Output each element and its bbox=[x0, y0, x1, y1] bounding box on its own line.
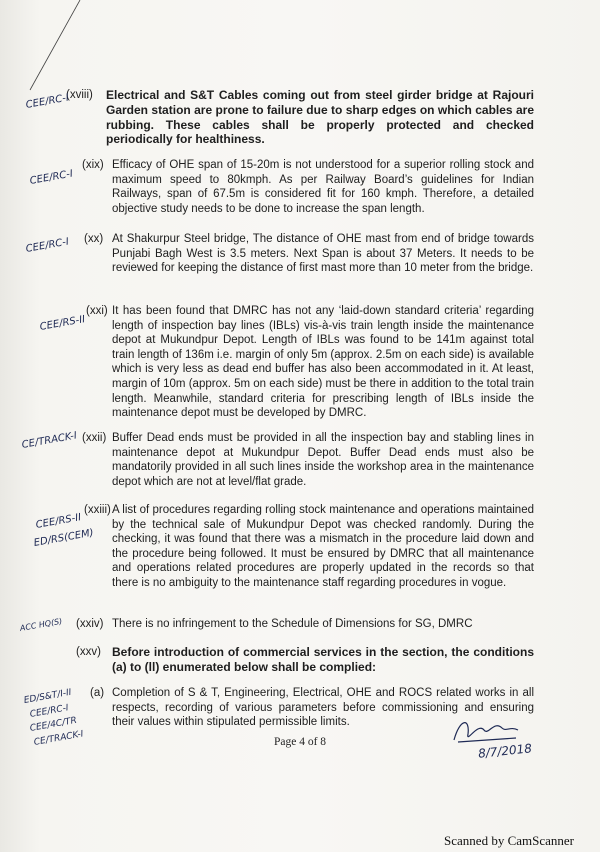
handwritten-note: CEE/RS-II bbox=[39, 314, 87, 333]
pen-stroke-mark bbox=[0, 0, 120, 100]
handwritten-note: CEE/RS-II bbox=[35, 512, 83, 531]
item-text: Electrical and S&T Cables coming out from steel girder bridge at Rajouri Garden station are prone to failure due to sharp edges on which cables are rubbing. These cables shall be properly protected and checked periodically for healthiness. bbox=[106, 88, 534, 147]
item-text: Efficacy of OHE span of 15-20m is not understood for a superior rolling stock and maximum speed to 80kmph. As per Railway Board’s guidelines for Indian Railways, span of 67.5m is considered fit for 160 kmph. Therefore, a detailed objective study needs to be done to increase the span length. bbox=[112, 159, 534, 215]
item-xx bbox=[70, 232, 534, 276]
item-text: Completion of S & T, Engineering, Electrical, OHE and ROCS related works in all respects, recording of various parameters before commissioning and ensuring their values within stipulated permissible limits. bbox=[112, 687, 534, 729]
handwritten-note: ACC HQ(S) bbox=[19, 616, 63, 633]
item-text: It has been found that DMRC has not any ‘laid-down standard criteria’ regarding length of inspection bay lines (IBLs) vis-à-vis train length inside the maintenance depot at Mukundpur Depot. Length of IBLs was found to be 141m against total train length of 136m i.e. margin of only 5m (approx. 2.5m on each side) is available which is very less as dead end buffer has also been accommodated in it. At least, margin of 10m (approx. 5m on each side) must be there in addition to the total train length. Meanwhile, standard criteria for prescribing length of IBLs inside the maintenance depot must be developed by DMRC. bbox=[112, 305, 534, 420]
handwritten-note: CEE/RC-I bbox=[29, 168, 74, 187]
item-xxiv bbox=[70, 617, 534, 632]
signature-date: 8/7/2018 bbox=[477, 741, 533, 761]
handwritten-note: CE/TRACK-I bbox=[21, 430, 78, 451]
item-xxii bbox=[70, 431, 534, 489]
item-xix bbox=[70, 158, 534, 216]
handwritten-note: ED/RS(CEM) bbox=[33, 527, 95, 549]
handwritten-note: CEE/RC-I bbox=[29, 703, 70, 720]
item-text: Before introduction of commercial services in the section, the conditions (a) to (ll) enumerated below shall be complied: bbox=[112, 645, 534, 674]
item-xviii bbox=[66, 88, 534, 147]
handwritten-note: CE/TRACK-I bbox=[33, 729, 85, 748]
item-number: (xx) bbox=[84, 233, 104, 245]
item-xxi bbox=[70, 304, 534, 421]
item-text: Buffer Dead ends must be provided in all the inspection bay and stabling lines in maintenance depot at Mukundpur Depot. Buffer Dead ends must also be mandatorily provided in all such lines inside the workshop area in the maintenance depot which are not at level/flat grade. bbox=[112, 432, 534, 488]
item-text: There is no infringement to the Schedule of Dimensions for SG, DMRC bbox=[112, 618, 473, 630]
item-number: (a) bbox=[90, 687, 105, 699]
item-number: (xxii) bbox=[82, 432, 107, 444]
item-number: (xxv) bbox=[76, 646, 101, 658]
handwritten-note: CEE/4C/TR bbox=[29, 715, 78, 734]
item-xxiii bbox=[70, 503, 534, 591]
handwritten-note: ED/S&T/I-II bbox=[23, 687, 73, 706]
item-number: (xxiv) bbox=[76, 618, 104, 630]
handwritten-note: CEE/RC-I bbox=[25, 92, 70, 111]
page-number: Page 4 of 8 bbox=[273, 736, 327, 748]
item-number: (xxiii) bbox=[84, 504, 111, 516]
item-text: A list of procedures regarding rolling stock maintenance and operations maintained by the technical sale of Mukundpur Depot was checked randomly. During the checking, it was found that there was a mismatch in the procedure laid down and the procedure being followed. It must be ensured by DMRC that all maintenance and operations related procedures are properly updated in the records so that there is no ambiguity to the maintenance staff regarding procedures in vogue. bbox=[112, 504, 534, 589]
item-number: (xix) bbox=[82, 159, 104, 171]
item-text: At Shakurpur Steel bridge, The distance of OHE mast from end of bridge towards Punjabi Bagh West is 3.5 meters. Next Span is about 37 Meters. It needs to be reviewed for keeping the distance of first mast more than 10 meter from the bridge. bbox=[112, 233, 534, 275]
scanner-watermark: Scanned by CamScanner bbox=[444, 833, 574, 848]
item-number: (xxi) bbox=[86, 305, 108, 317]
item-xxv bbox=[70, 645, 534, 675]
item-number: (xviii) bbox=[66, 89, 93, 101]
handwritten-note: CEE/RC-I bbox=[25, 236, 70, 255]
